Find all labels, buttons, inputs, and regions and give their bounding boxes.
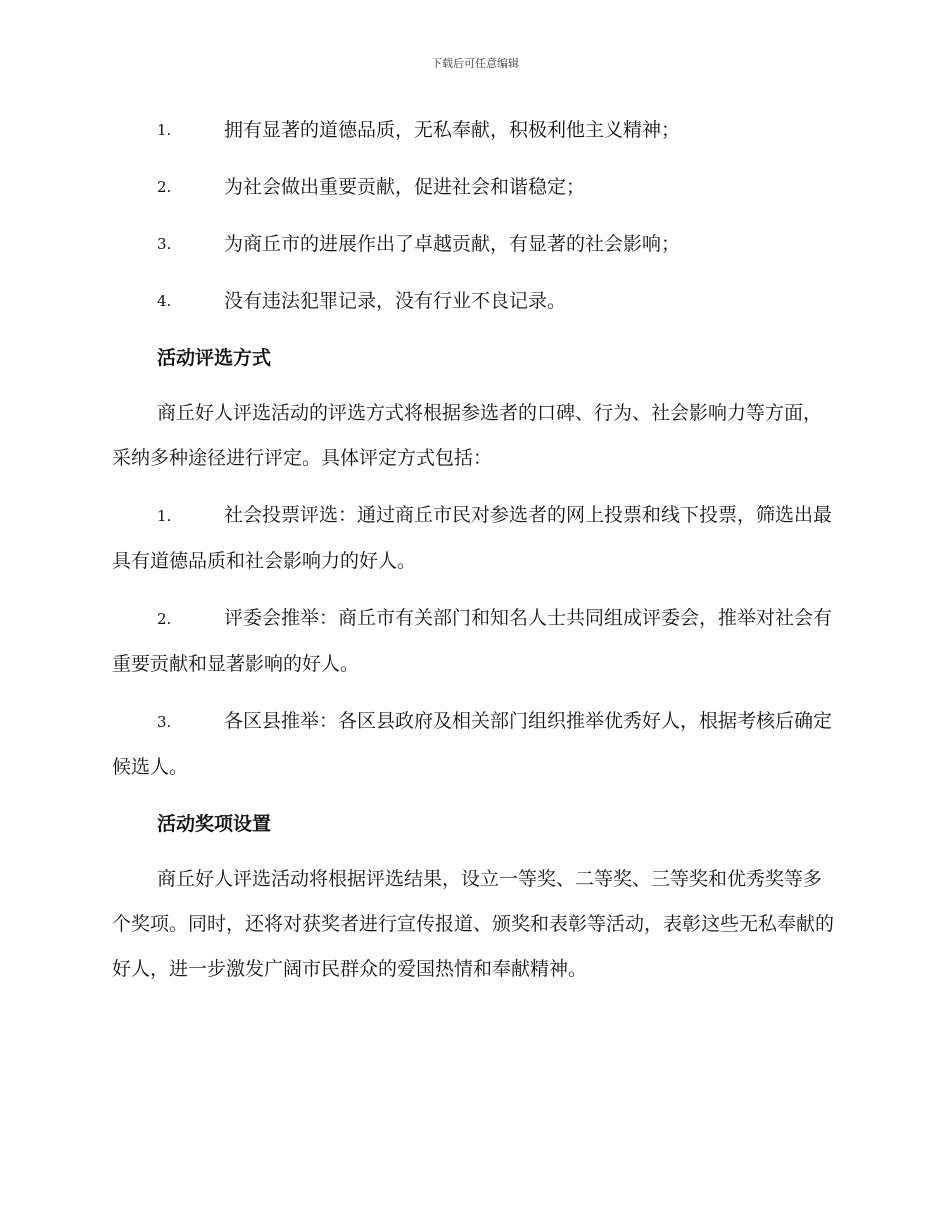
item-number: 3. — [157, 235, 172, 253]
awards-paragraph: 商丘好人评选活动将根据评选结果，设立一等奖、二等奖、三等奖和优秀奖等多个奖项。同时，还将对获奖者进行宣传报道、颁奖和表彰等活动，表彰这些无私奉献的好人，进一步激发广阔市民群众的爱国热情和奉献精神。 — [112, 868, 835, 980]
method-item — [112, 699, 834, 790]
section-heading-awards: 活动奖项设置 — [157, 813, 272, 835]
item-text: 拥有显著的道德品质，无私奉献，积极利他主义精神； — [224, 119, 681, 141]
item-number: 3. — [157, 713, 172, 731]
criteria-item — [112, 279, 834, 324]
method-item — [112, 596, 834, 687]
criteria-item — [112, 222, 834, 267]
item-number: 2. — [157, 610, 172, 628]
criteria-item — [112, 108, 834, 153]
criteria-item — [112, 165, 834, 210]
item-number: 2. — [157, 178, 172, 196]
page-header-note: 下载后可任意编辑 — [431, 57, 519, 70]
item-text: 评委会推举：商丘市有关部门和知名人士共同组成评委会，推举对社会有重要贡献和显著影响的好人。 — [112, 607, 833, 675]
document-body — [112, 108, 834, 1004]
method-item — [112, 493, 834, 584]
item-number: 1. — [157, 121, 172, 139]
item-text: 为商丘市的进展作出了卓越贡献，有显著的社会影响； — [224, 233, 681, 255]
selection-intro-paragraph: 商丘好人评选活动的评选方式将根据参选者的口碑、行为、社会影响力等方面，采纳多种途径进行评定。具体评定方式包括： — [112, 402, 823, 469]
item-text: 没有违法犯罪记录，没有行业不良记录。 — [224, 290, 567, 312]
section-heading-selection: 活动评选方式 — [157, 347, 272, 369]
item-text: 为社会做出重要贡献，促进社会和谐稳定； — [224, 176, 586, 198]
item-number: 1. — [157, 507, 172, 525]
item-number: 4. — [157, 292, 172, 310]
item-text: 社会投票评选：通过商丘市民对参选者的网上投票和线下投票，筛选出最具有道德品质和社会影响力的好人。 — [112, 504, 833, 572]
item-text: 各区县推举：各区县政府及相关部门组织推举优秀好人，根据考核后确定候选人。 — [112, 710, 833, 778]
